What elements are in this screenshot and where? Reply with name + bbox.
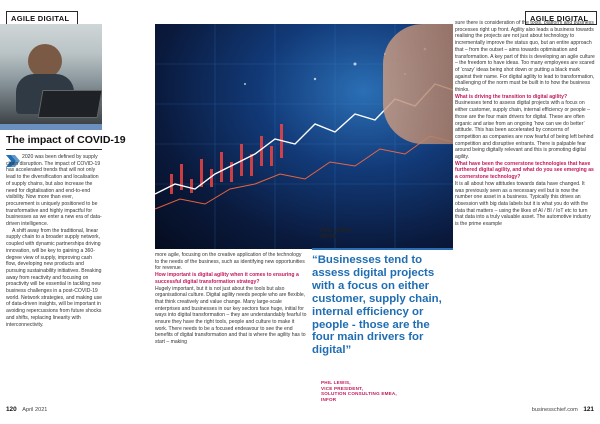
footer-left-page-number: 120 — [6, 406, 17, 413]
quote-attribution — [321, 380, 397, 402]
footer-left-date: April 2021 — [22, 407, 48, 413]
col3-paragraph-3: It is all about how attitudes towards data have changed. It was previously seen as a necessary evil but is now the number one asset in a business. Typically this drives an obsession with big data labels but it is what you do with the data that matters – using the likes of AI / BI / IoT etc to turn that data into a truly valuable asset. The automotive industry is the prime example — [455, 180, 591, 228]
section-title: The impact of COVID-19 — [6, 134, 126, 146]
photo-caption — [320, 228, 352, 241]
caption-role: INFOR — [320, 234, 337, 241]
header-right-label: AGILE DIGITAL — [530, 13, 589, 23]
header-left — [6, 11, 78, 25]
footer-right — [532, 406, 594, 413]
col3-heading-1: What is driving the transition to digital agility? — [455, 93, 568, 100]
photo-person-laptop — [0, 24, 102, 124]
quote-rule — [312, 248, 453, 250]
section-title-rule — [6, 149, 102, 150]
header-left-label: AGILE DIGITAL — [11, 13, 70, 23]
col1-paragraph-1: 2020 was been defined by supply chain disruption. The impact of COVID-19 has accelerated trends that will not only lead to the diversification and localisation of supply chains, but also increase the need for digitalisation and end-to-end visibility. Now more than ever, procurement is uniquely positioned to be transformative and highly impactful for businesses as we enter a new era of data-driven intelligence. — [6, 154, 102, 228]
caption-name: PHIL LEWIS, — [320, 228, 352, 234]
col3-paragraph-1: sure there is consideration of the tools, platform and business processes right up front. Agility also leads a business towards realising the projects are not just about technology to incrementally improve the status quo, but an entire approach that – from the outset – aims towards optimisation and transformation. A key part of this is developing an agile culture – the freedom to have ideas. Too many employees are scared of ‘crazy’ ideas being shot down or putting a black mark against their name. For digital agility to lead to transformation, challenging of the norm must be built in to how the business thinks. — [455, 20, 595, 94]
col1-paragraph-2: A shift away from the traditional, linear supply chain to a broader supply network, coupled with dynamic partnerships driving innovation, will be key to gaining a 360-degree view of supply, improving cash flow, developing new products and pursuing sustainability initiatives. Breaking away from reactivity and focusing on proactivity will be essential in tackling new business challenges in a post-COVID-19 world. Network strategies, and making use of data-driven insights, will be important in avoiding repercussions from future shocks and shifts, replacing linearity with interconnectivity. — [6, 227, 102, 328]
pull-quote: “Businesses tend to assess digital projects with a focus on either customer, supply chain, internal efficiency or people - those are the four main drivers for digital” — [312, 254, 442, 357]
quote-attr-name: PHIL LEWIS, — [321, 380, 351, 385]
column-2 — [155, 252, 307, 346]
photo-underline-bar — [0, 124, 102, 130]
footer-right-site: businesschief.com — [531, 407, 578, 413]
column-1 — [6, 154, 102, 328]
col2-paragraph-1: more agile, focusing on the creative application of the technology to the needs of the business, such as identifying new opportunities for revenue. — [155, 252, 305, 272]
footer-left — [6, 406, 47, 413]
quote-attr-role1: VICE PRESIDENT, — [321, 385, 364, 391]
col3-heading-2: What have been the cornerstone technologies that have furthered digital agility, and what do you see emerging as a cornerstone technology? — [455, 160, 594, 181]
col2-heading: How important is digital agility when it comes to ensuring a successful digital transformation strategy? — [155, 272, 299, 285]
photo-digital-graph — [155, 24, 453, 249]
column-3 — [455, 20, 595, 228]
quote-attr-company: INFOR — [321, 396, 337, 402]
hand-graphic — [383, 24, 453, 144]
col3-paragraph-2: Businesses tend to assess digital projects with a focus on either customer, supply chain, internal efficiency or people – those are the four main drivers for digital. These are often organic and arise from an ongoing ‘how can we do better’ attitude. This has been accelerated by concerns of competition as companies are now fearful of being left behind competition and disruptive entrants. There is palpable fear around being digitally relevant and this is promoting digital agility. — [455, 100, 594, 161]
footer-right-page-number: 121 — [583, 406, 594, 413]
quote-attr-role2: SOLUTION CONSULTING EMEA, — [321, 391, 397, 397]
col2-paragraph-2: Hugely important, but it is not just about the tools but also organisational culture. Digital agility needs people who are flexible, that think creatively and value change. Many large-scale enterprises and businesses in our key sectors face huge, initial for ways into digital transformation – they are understandably fearful to ensure they have the right tools, people and culture to make it work. There needs to be a focused endeavour to see the end benefits of digital transformation and that is where the agility has to start – making — [155, 285, 307, 346]
